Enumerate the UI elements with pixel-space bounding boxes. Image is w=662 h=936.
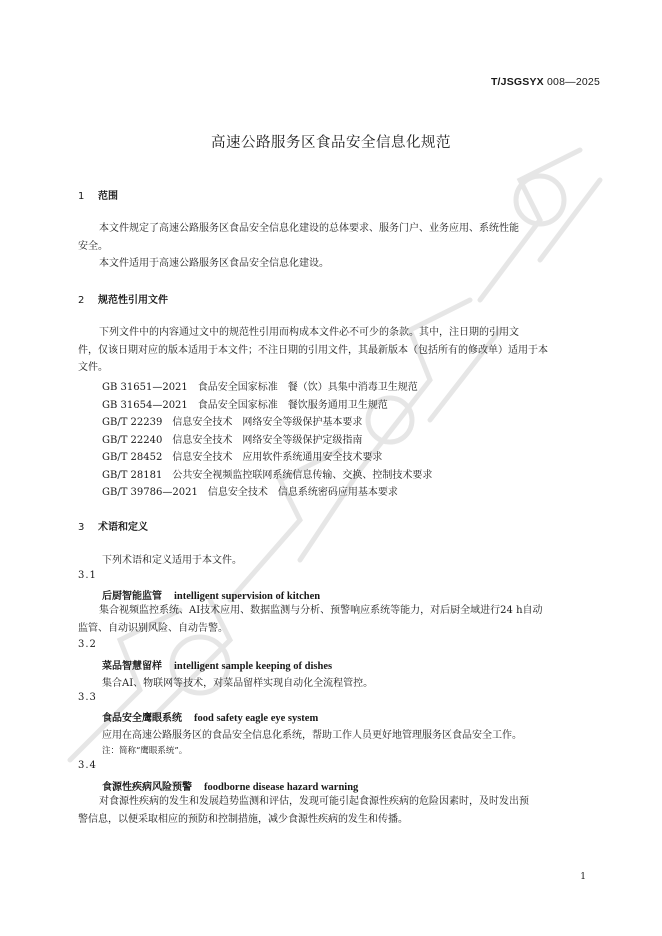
term-definition: 对食源性疾病的发生和发展趋势监测和评估，发现可能引起食源性疾病的危险因素时，及时发出预 警信息，以便采取相应的预防和控制措施，减少食源性疾病的发生和传播。 bbox=[78, 796, 529, 825]
reference-item: GB 31651—2021 食品安全国家标准 餐（饮）具集中消毒卫生规范 bbox=[102, 382, 418, 393]
term-definition: 应用在高速公路服务区的食品安全信息化系统，帮助工作人员更好地管理服务区食品安全工作。 bbox=[102, 730, 522, 741]
reference-item: GB 31654—2021 食品安全国家标准 餐饮服务通用卫生规范 bbox=[102, 400, 388, 411]
term-heading: 菜品智慧留样 intelligent sample keeping of dishes bbox=[102, 661, 333, 672]
section-1-heading: 1 范围 bbox=[78, 191, 118, 202]
section-1-paragraph-2: 本文件适用于高速公路服务区食品安全信息化建设。 bbox=[99, 258, 329, 269]
reference-item: GB/T 22240 信息安全技术 网络安全等级保护定级指南 bbox=[102, 435, 363, 446]
section-2-heading: 2 规范性引用文件 bbox=[78, 295, 168, 306]
reference-item: GB/T 28181 公共安全视频监控联网系统信息传输、交换、控制技术要求 bbox=[102, 470, 433, 481]
term-heading: 食源性疾病风险预警 foodborne disease hazard warning bbox=[102, 782, 359, 793]
term-number: 3.4 bbox=[78, 760, 97, 771]
reference-item: GB/T 39786—2021 信息安全技术 信息系统密码应用基本要求 bbox=[102, 487, 398, 498]
term-heading: 后厨智能监管 intelligent supervision of kitchen bbox=[102, 591, 321, 602]
reference-item: GB/T 22239 信息安全技术 网络安全等级保护基本要求 bbox=[102, 417, 363, 428]
term-definition: 集合AI、物联网等技术，对菜品留样实现自动化全流程管控。 bbox=[102, 678, 374, 689]
term-number: 3.2 bbox=[78, 639, 97, 650]
section-2-paragraph: 下列文件中的内容通过文中的规范性引用而构成本文件必不可少的条款。其中，注日期的引用文 件，仅该日期对应的版本适用于本文件；不注日期的引用文件，其最新版本（包括所有的修改单）适用于本 文件。 bbox=[78, 327, 548, 374]
section-1-paragraph-1: 本文件规定了高速公路服务区食品安全信息化建设的总体要求、服务门户、业务应用、系统性能 安全。 bbox=[78, 223, 519, 252]
reference-item: GB/T 28452 信息安全技术 应用软件系统通用安全技术要求 bbox=[102, 452, 383, 463]
term-note: 注：简称“鹰眼系统”。 bbox=[102, 746, 188, 756]
section-3-heading: 3 术语和定义 bbox=[78, 522, 148, 533]
term-number: 3.3 bbox=[78, 692, 97, 703]
document-code: T/JSGSYX 008—2025 bbox=[490, 76, 600, 88]
term-definition: 集合视频监控系统、AI技术应用、数据监测与分析、预警响应系统等能力，对后厨全域进行24 h自动 监管、自动识别风险、自动告警。 bbox=[78, 605, 543, 634]
term-heading: 食品安全鹰眼系统 food safety eagle eye system bbox=[102, 713, 319, 724]
section-3-intro: 下列术语和定义适用于本文件。 bbox=[102, 555, 242, 566]
document-title: 高速公路服务区食品安全信息化规范 bbox=[211, 135, 451, 151]
page-number: 1 bbox=[580, 872, 586, 882]
term-number: 3.1 bbox=[78, 570, 97, 581]
